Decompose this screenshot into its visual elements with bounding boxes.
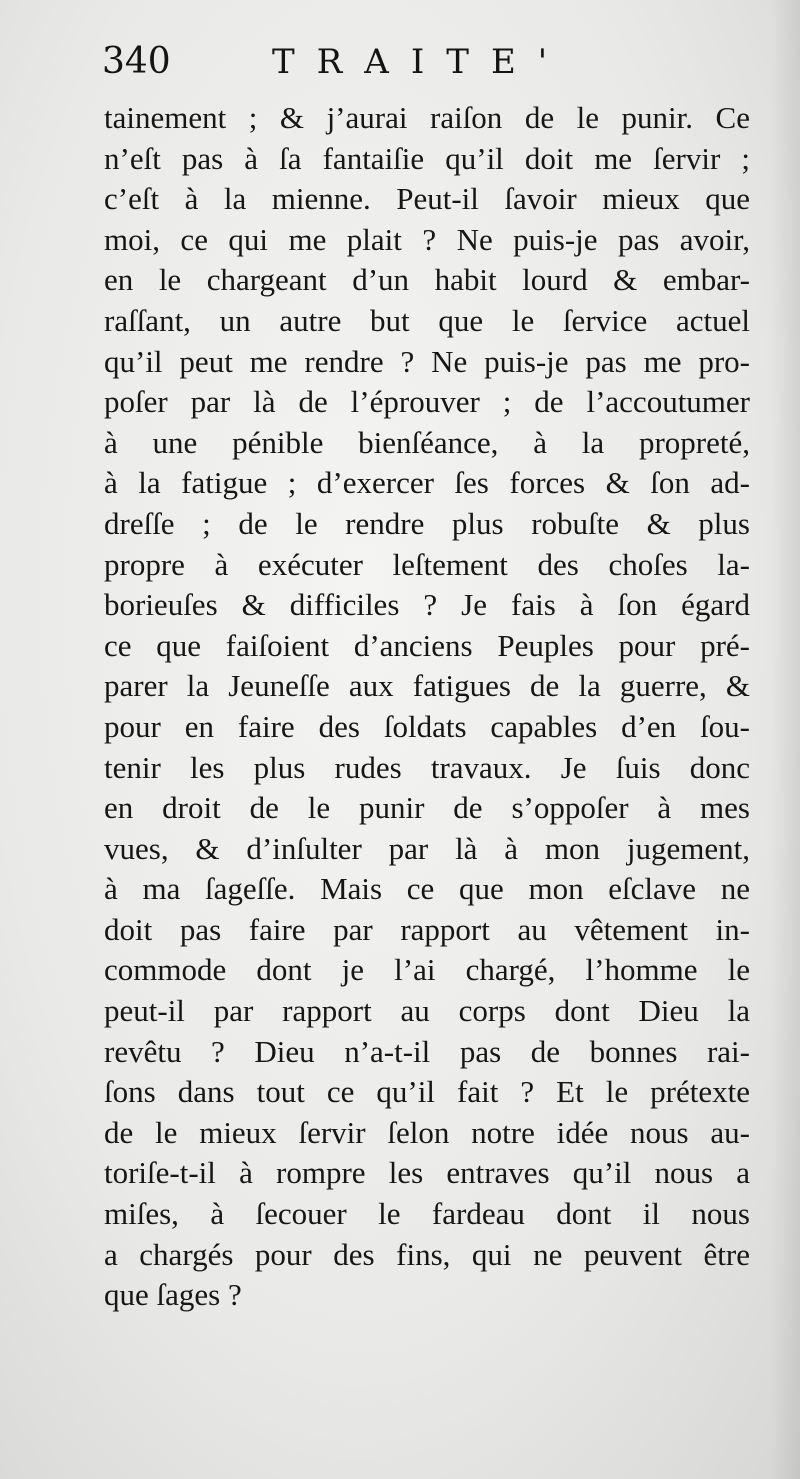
text-line: peut-il par rapport au corps dont Dieu la — [104, 993, 750, 1029]
text-line: de le mieux ſervir ſelon notre idée nous au- — [104, 1114, 750, 1150]
text-line: parer la Jeuneſſe aux fatigues de la guerre, & — [104, 668, 750, 704]
text-line: pour en faire des ſoldats capables d’en ſou- — [104, 708, 750, 744]
text-line: n’eſt pas à ſa fantaiſie qu’il doit me ſervir ; — [104, 140, 750, 176]
text-line: a chargés pour des fins, qui ne peuvent être — [104, 1236, 750, 1272]
text-line: miſes, à ſecouer le fardeau dont il nous — [104, 1196, 750, 1232]
page-number: 340 — [102, 41, 171, 82]
running-title: TRAITE' — [272, 42, 570, 82]
running-head — [102, 36, 782, 96]
text-line: à la fatigue ; d’exercer ſes forces & ſon ad- — [104, 465, 750, 501]
page-edge-shadow — [770, 0, 800, 1479]
text-line: dreſſe ; de le rendre plus robuſte & plus — [104, 505, 750, 541]
text-line: en droit de le punir de s’oppoſer à mes — [104, 790, 750, 826]
text-line: propre à exécuter leſtement des choſes la- — [104, 546, 750, 582]
text-line: à ma ſageſſe. Mais ce que mon eſclave ne — [104, 871, 750, 907]
text-line: en le chargeant d’un habit lourd & embar- — [104, 262, 750, 298]
text-line: doit pas faire par rapport au vêtement in- — [104, 911, 750, 947]
text-line: commode dont je l’ai chargé, l’homme le — [104, 952, 750, 988]
text-line: raſſant, un autre but que le ſervice actuel — [104, 302, 750, 338]
text-line: moi, ce qui me plait ? Ne puis-je pas avoir, — [104, 221, 750, 257]
text-line: borieuſes & difficiles ? Je fais à ſon égard — [104, 587, 750, 623]
text-line: ſons dans tout ce qu’il fait ? Et le prétexte — [104, 1074, 750, 1110]
text-line: qu’il peut me rendre ? Ne puis-je pas me pro- — [104, 343, 750, 379]
text-line: toriſe-t-il à rompre les entraves qu’il nous a — [104, 1155, 750, 1191]
text-line-last: que ſages ? — [104, 1277, 242, 1313]
text-line: tainement ; & j’aurai raiſon de le punir. Ce — [104, 100, 750, 135]
text-line: ce que faiſoient d’anciens Peuples pour pré- — [104, 627, 750, 663]
text-line: tenir les plus rudes travaux. Je ſuis donc — [104, 749, 750, 785]
text-line: vues, & d’inſulter par là à mon jugement, — [104, 830, 750, 866]
text-line: à une pénible bienſéance, à la propreté, — [104, 424, 750, 460]
text-line: poſer par là de l’éprouver ; de l’accoutumer — [104, 384, 750, 420]
text-line: c’eſt à la mienne. Peut-il ſavoir mieux que — [104, 181, 750, 217]
text-line: revêtu ? Dieu n’a-t-il pas de bonnes rai- — [104, 1033, 750, 1069]
body-text — [104, 98, 750, 1316]
